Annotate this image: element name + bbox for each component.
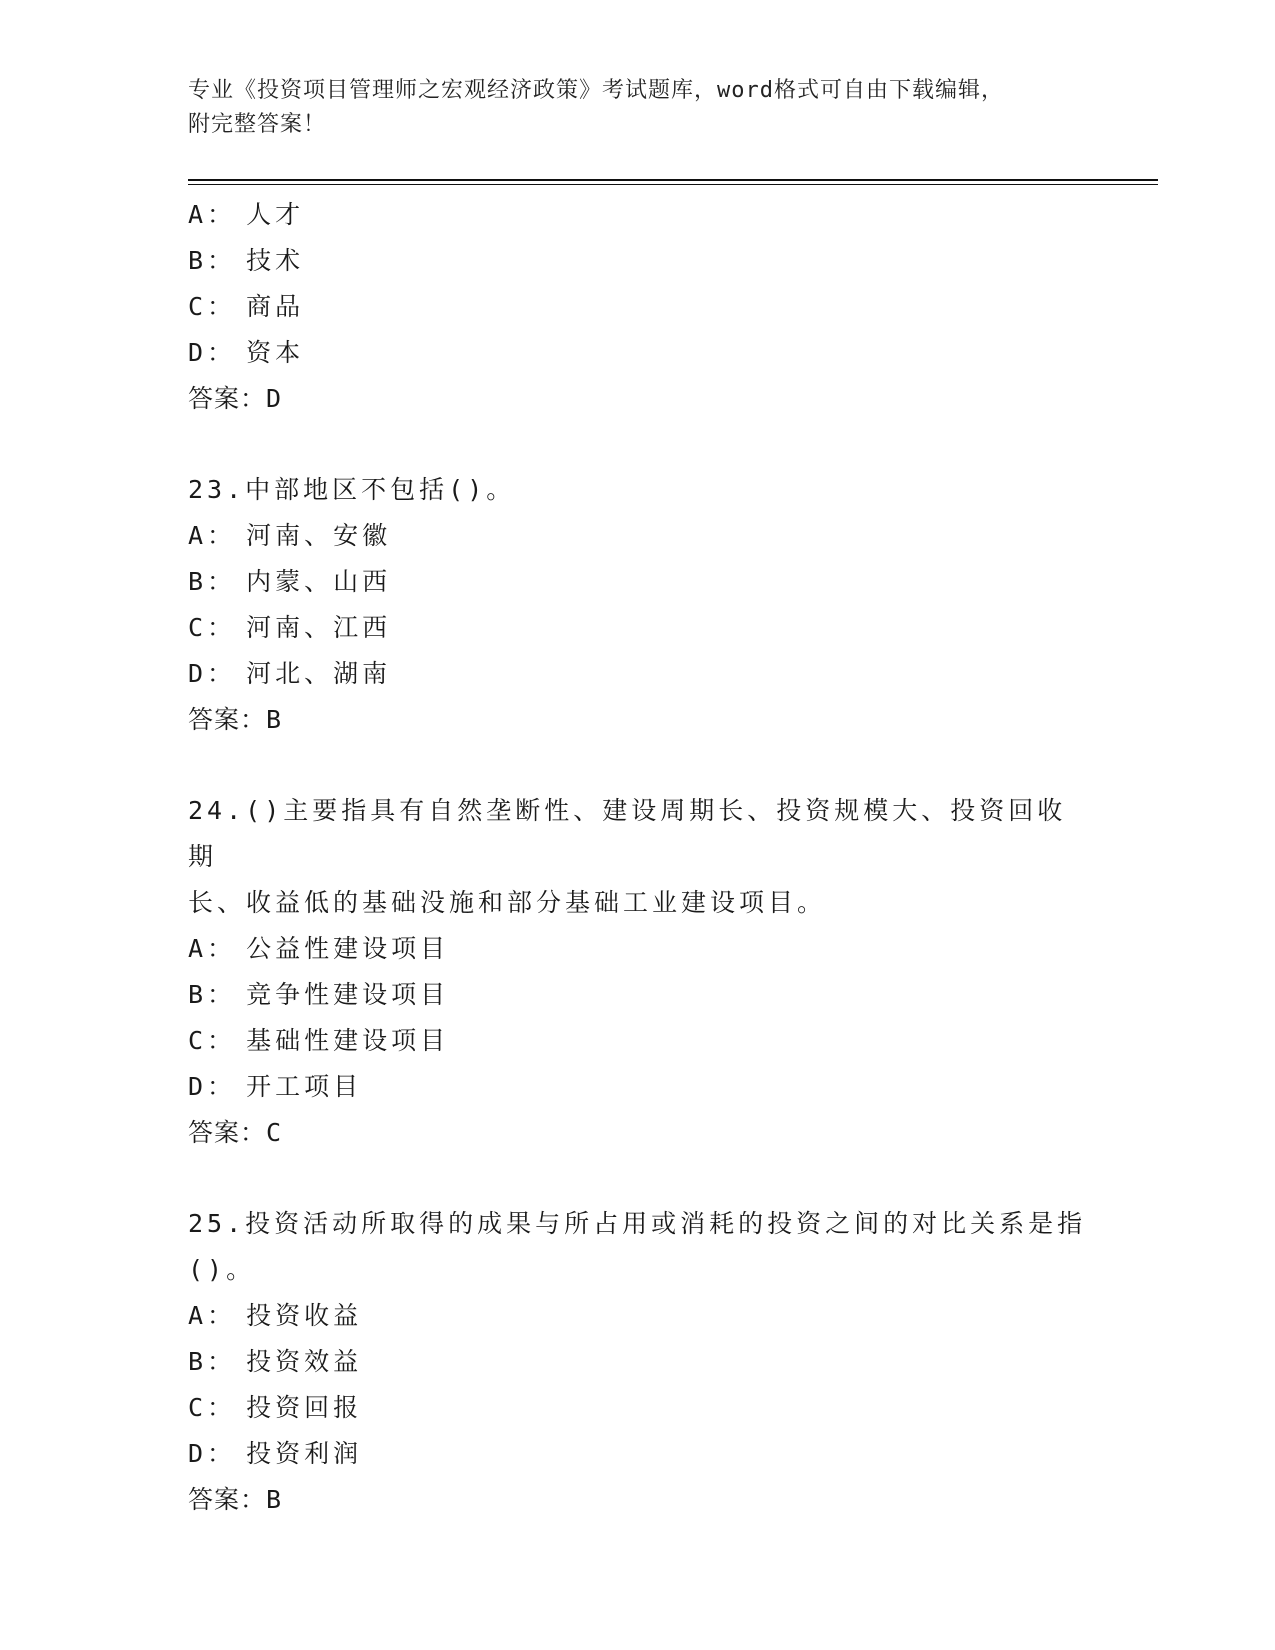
answer-line: 答案：B [188, 1485, 283, 1514]
question-stem-line-1: 25.投资活动所取得的成果与所占用或消耗的投资之间的对比关系是指 [188, 1209, 1087, 1238]
option-a: A： 河南、安徽 [188, 521, 392, 550]
question-stem-line-1: 24.()主要指具有自然垄断性、建设周期长、投资规模大、投资回收期 [188, 796, 1067, 871]
spacer [188, 1156, 1088, 1201]
answer-line: 答案：D [188, 384, 283, 413]
option-d: D： 河北、湖南 [188, 659, 392, 688]
option-b: B： 技术 [188, 246, 305, 275]
question-stem-line-2: ()。 [188, 1255, 256, 1284]
option-b: B： 投资效益 [188, 1347, 363, 1376]
question-24 [188, 788, 1088, 1156]
document-header [188, 74, 1088, 142]
option-c: C： 投资回报 [188, 1393, 363, 1422]
option-a: A： 人才 [188, 200, 305, 229]
option-d: D： 开工项目 [188, 1072, 363, 1101]
option-c: C： 商品 [188, 292, 305, 321]
option-d: D： 投资利润 [188, 1439, 363, 1468]
question-stem: 23.中部地区不包括()。 [188, 475, 516, 504]
option-d: D： 资本 [188, 338, 305, 367]
spacer [188, 422, 1088, 467]
answer-line: 答案：C [188, 1118, 283, 1147]
spacer [188, 743, 1088, 788]
option-c: C： 河南、江西 [188, 613, 392, 642]
option-b: B： 内蒙、山西 [188, 567, 392, 596]
option-b: B： 竞争性建设项目 [188, 980, 450, 1009]
header-line-1: 专业《投资项目管理师之宏观经济政策》考试题库，word格式可自由下载编辑， [188, 78, 1004, 103]
question-22-partial [188, 192, 1088, 422]
question-stem-line-2: 长、收益低的基础没施和部分基础工业建设项目。 [188, 888, 827, 917]
option-a: A： 公益性建设项目 [188, 934, 450, 963]
question-25 [188, 1201, 1088, 1523]
header-line-2: 附完整答案！ [188, 112, 327, 137]
option-a: A： 投资收益 [188, 1301, 363, 1330]
answer-line: 答案：B [188, 705, 283, 734]
question-list [188, 192, 1088, 1523]
option-c: C： 基础性建设项目 [188, 1026, 450, 1055]
header-divider-thick [188, 179, 1158, 181]
header-divider-thin [188, 184, 1158, 185]
question-23 [188, 467, 1088, 743]
